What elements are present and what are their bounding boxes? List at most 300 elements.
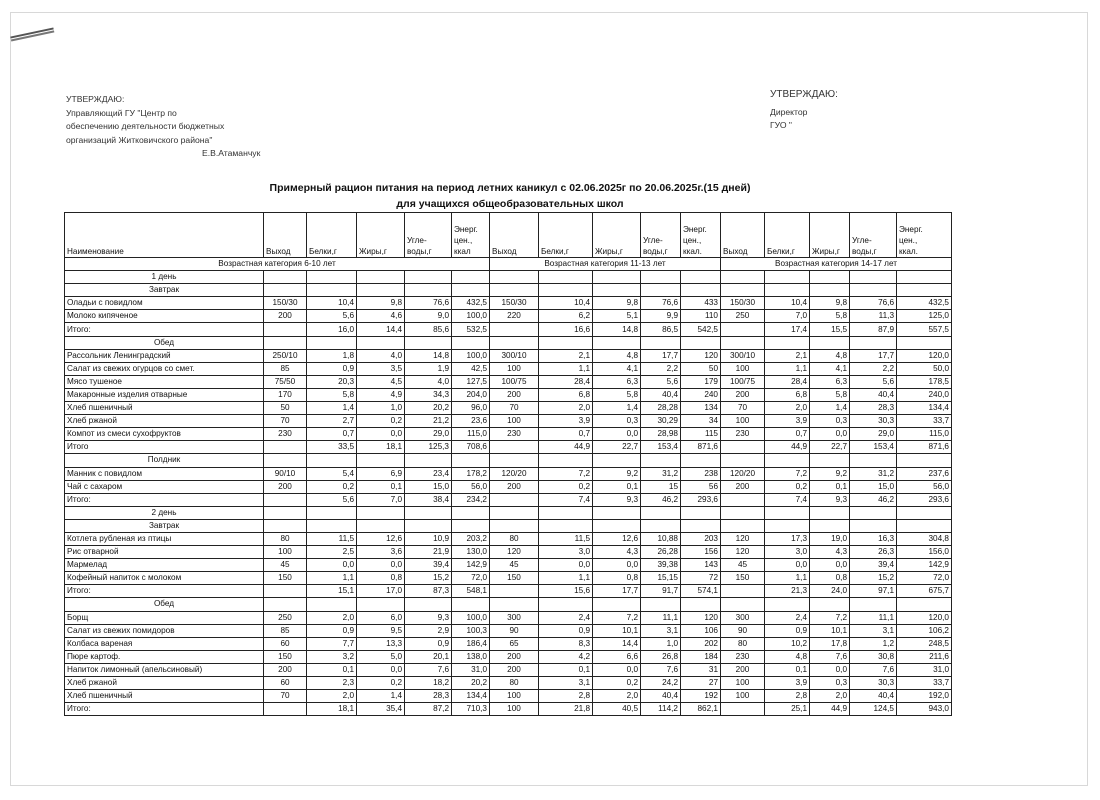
energy-value: 234,2 bbox=[452, 493, 490, 506]
energy-value: 110 bbox=[681, 310, 721, 323]
output-value: 90/10 bbox=[264, 467, 307, 480]
fat-value: 9,8 bbox=[357, 297, 405, 310]
title-line: Примерный рацион питания на период летних каникул с 02.06.2025г по 20.06.2025г.(15 дней) bbox=[269, 182, 751, 194]
empty-cell bbox=[810, 454, 850, 467]
energy-value: 532,5 bbox=[452, 323, 490, 336]
empty-cell bbox=[452, 506, 490, 519]
empty-cell bbox=[897, 284, 952, 297]
carbs-value: 1,2 bbox=[850, 637, 897, 650]
dish-name: Котлета рубленая из птицы bbox=[65, 532, 264, 545]
fat-value: 5,8 bbox=[810, 388, 850, 401]
carbs-value: 97,1 bbox=[850, 585, 897, 598]
output-value bbox=[721, 493, 765, 506]
fat-value: 12,6 bbox=[357, 532, 405, 545]
protein-value: 5,4 bbox=[307, 467, 357, 480]
total-label: Итого: bbox=[65, 585, 264, 598]
fat-value: 22,7 bbox=[593, 441, 641, 454]
fat-value: 4,0 bbox=[357, 349, 405, 362]
carbs-value: 30,3 bbox=[850, 415, 897, 428]
carbs-value: 15,0 bbox=[850, 480, 897, 493]
dish-row bbox=[65, 415, 952, 428]
empty-cell bbox=[593, 284, 641, 297]
protein-value: 8,3 bbox=[539, 637, 593, 650]
output-value: 150/30 bbox=[490, 297, 539, 310]
output-value bbox=[721, 441, 765, 454]
carbs-value: 5,6 bbox=[850, 375, 897, 388]
carbs-value: 87,2 bbox=[405, 703, 452, 716]
output-value: 85 bbox=[264, 362, 307, 375]
protein-value: 0,0 bbox=[539, 559, 593, 572]
section-label: Полдник bbox=[65, 454, 264, 467]
energy-value: 34 bbox=[681, 415, 721, 428]
dish-name: Манник с повидлом bbox=[65, 467, 264, 480]
protein-value: 0,1 bbox=[307, 663, 357, 676]
output-value: 250 bbox=[264, 611, 307, 624]
carbs-value: 40,4 bbox=[850, 690, 897, 703]
carbs-value: 15,2 bbox=[850, 572, 897, 585]
energy-value: 432,5 bbox=[897, 297, 952, 310]
output-value: 45 bbox=[490, 559, 539, 572]
empty-cell bbox=[593, 336, 641, 349]
carbs-value: 29,0 bbox=[405, 428, 452, 441]
carbs-value: 17,7 bbox=[641, 349, 681, 362]
empty-cell bbox=[539, 454, 593, 467]
carbs-value: 0,9 bbox=[405, 637, 452, 650]
protein-value: 5,6 bbox=[307, 493, 357, 506]
carbs-value: 39,4 bbox=[405, 559, 452, 572]
energy-value: 120,0 bbox=[897, 611, 952, 624]
dish-name: Напиток лимонный (апельсиновый) bbox=[65, 663, 264, 676]
energy-value: 710,3 bbox=[452, 703, 490, 716]
carbs-value: 7,6 bbox=[641, 663, 681, 676]
output-value: 70 bbox=[490, 402, 539, 415]
fat-value: 10,1 bbox=[810, 624, 850, 637]
empty-cell bbox=[490, 598, 539, 611]
energy-value: 237,6 bbox=[897, 467, 952, 480]
total-label: Итого: bbox=[65, 703, 264, 716]
protein-value: 10,4 bbox=[539, 297, 593, 310]
carbs-value: 3,1 bbox=[850, 624, 897, 637]
col-header-energy: Энерг. цен., ккал. bbox=[681, 213, 721, 258]
dish-row bbox=[65, 637, 952, 650]
empty-cell bbox=[307, 454, 357, 467]
output-value bbox=[264, 585, 307, 598]
protein-value: 21,8 bbox=[539, 703, 593, 716]
dish-row bbox=[65, 467, 952, 480]
fat-value: 35,4 bbox=[357, 703, 405, 716]
protein-value: 16,6 bbox=[539, 323, 593, 336]
empty-cell bbox=[721, 519, 765, 532]
energy-value: 23,6 bbox=[452, 415, 490, 428]
fat-value: 0,3 bbox=[593, 415, 641, 428]
empty-cell bbox=[357, 519, 405, 532]
carbs-value: 17,7 bbox=[850, 349, 897, 362]
empty-cell bbox=[641, 336, 681, 349]
carbs-value: 9,3 bbox=[405, 611, 452, 624]
fat-value: 0,8 bbox=[357, 572, 405, 585]
dish-row bbox=[65, 310, 952, 323]
carbs-value: 85,6 bbox=[405, 323, 452, 336]
energy-value: 100,0 bbox=[452, 349, 490, 362]
protein-value: 3,9 bbox=[539, 415, 593, 428]
approval-line: ГУО " bbox=[770, 120, 792, 130]
empty-cell bbox=[307, 598, 357, 611]
dish-row bbox=[65, 349, 952, 362]
energy-value: 179 bbox=[681, 375, 721, 388]
empty-cell bbox=[850, 284, 897, 297]
output-value: 300/10 bbox=[490, 349, 539, 362]
fat-value: 0,8 bbox=[810, 572, 850, 585]
output-value: 250 bbox=[721, 310, 765, 323]
carbs-value: 31,2 bbox=[850, 467, 897, 480]
empty-cell bbox=[897, 454, 952, 467]
energy-value: 871,6 bbox=[897, 441, 952, 454]
empty-cell bbox=[810, 271, 850, 284]
carbs-value: 26,28 bbox=[641, 546, 681, 559]
protein-value: 25,1 bbox=[765, 703, 810, 716]
output-value bbox=[490, 493, 539, 506]
empty-cell bbox=[357, 271, 405, 284]
output-value: 250/10 bbox=[264, 349, 307, 362]
protein-value: 1,4 bbox=[307, 402, 357, 415]
output-value: 200 bbox=[264, 480, 307, 493]
empty-cell bbox=[405, 336, 452, 349]
carbs-value: 14,8 bbox=[405, 349, 452, 362]
col-header-energy: Энерг. цен., ккал. bbox=[897, 213, 952, 258]
dish-name: Мармелад bbox=[65, 559, 264, 572]
protein-value: 21,3 bbox=[765, 585, 810, 598]
output-value: 100 bbox=[490, 362, 539, 375]
carbs-value: 7,6 bbox=[850, 663, 897, 676]
fat-value: 0,0 bbox=[810, 559, 850, 572]
output-value: 100/75 bbox=[721, 375, 765, 388]
output-value: 230 bbox=[721, 428, 765, 441]
total-row bbox=[65, 323, 952, 336]
output-value: 45 bbox=[721, 559, 765, 572]
energy-value: 72,0 bbox=[452, 572, 490, 585]
empty-cell bbox=[850, 336, 897, 349]
empty-cell bbox=[765, 336, 810, 349]
output-value: 200 bbox=[490, 388, 539, 401]
dish-row bbox=[65, 611, 952, 624]
empty-cell bbox=[452, 454, 490, 467]
total-row bbox=[65, 441, 952, 454]
output-value: 200 bbox=[490, 663, 539, 676]
empty-cell bbox=[765, 271, 810, 284]
carbs-value: 153,4 bbox=[641, 441, 681, 454]
output-value: 300 bbox=[721, 611, 765, 624]
carbs-value: 2,2 bbox=[850, 362, 897, 375]
empty-cell bbox=[264, 271, 307, 284]
empty-cell bbox=[264, 284, 307, 297]
output-value: 100 bbox=[721, 415, 765, 428]
output-value: 150/30 bbox=[721, 297, 765, 310]
fat-value: 0,0 bbox=[357, 663, 405, 676]
output-value: 85 bbox=[264, 624, 307, 637]
output-value: 70 bbox=[721, 402, 765, 415]
empty-cell bbox=[681, 271, 721, 284]
protein-value: 6,2 bbox=[539, 310, 593, 323]
fat-value: 0,0 bbox=[810, 663, 850, 676]
output-value: 120 bbox=[721, 546, 765, 559]
protein-value: 44,9 bbox=[765, 441, 810, 454]
protein-value: 7,4 bbox=[765, 493, 810, 506]
empty-cell bbox=[897, 336, 952, 349]
fat-value: 22,7 bbox=[810, 441, 850, 454]
carbs-value: 76,6 bbox=[405, 297, 452, 310]
dish-name: Салат из свежих помидоров bbox=[65, 624, 264, 637]
fat-value: 3,5 bbox=[357, 362, 405, 375]
empty-cell bbox=[681, 519, 721, 532]
protein-value: 3,0 bbox=[765, 546, 810, 559]
fat-value: 0,0 bbox=[593, 428, 641, 441]
carbs-value: 40,4 bbox=[850, 388, 897, 401]
approval-line: организаций Житковичского района" bbox=[66, 134, 213, 145]
fat-value: 4,3 bbox=[810, 546, 850, 559]
carbs-value: 24,2 bbox=[641, 677, 681, 690]
carbs-value: 46,2 bbox=[641, 493, 681, 506]
empty-cell bbox=[593, 506, 641, 519]
carbs-value: 9,0 bbox=[405, 310, 452, 323]
output-value: 170 bbox=[264, 388, 307, 401]
energy-value: 115,0 bbox=[452, 428, 490, 441]
carbs-value: 87,9 bbox=[850, 323, 897, 336]
carbs-value: 91,7 bbox=[641, 585, 681, 598]
empty-cell bbox=[850, 271, 897, 284]
protein-value: 0,7 bbox=[539, 428, 593, 441]
energy-value: 56,0 bbox=[897, 480, 952, 493]
fat-value: 19,0 bbox=[810, 532, 850, 545]
fat-value: 14,4 bbox=[357, 323, 405, 336]
energy-value: 862,1 bbox=[681, 703, 721, 716]
fat-value: 0,0 bbox=[810, 428, 850, 441]
carbs-value: 124,5 bbox=[850, 703, 897, 716]
protein-value: 1,1 bbox=[307, 572, 357, 585]
output-value: 80 bbox=[721, 637, 765, 650]
protein-value: 2,5 bbox=[307, 546, 357, 559]
output-value: 100 bbox=[721, 690, 765, 703]
empty-cell bbox=[539, 506, 593, 519]
empty-cell bbox=[307, 284, 357, 297]
protein-value: 15,1 bbox=[307, 585, 357, 598]
energy-value: 142,9 bbox=[452, 559, 490, 572]
empty-cell bbox=[490, 336, 539, 349]
dish-name: Борщ bbox=[65, 611, 264, 624]
empty-cell bbox=[721, 598, 765, 611]
protein-value: 2,4 bbox=[539, 611, 593, 624]
dish-row bbox=[65, 559, 952, 572]
energy-value: 156,0 bbox=[897, 546, 952, 559]
fat-value: 14,8 bbox=[593, 323, 641, 336]
empty-cell bbox=[405, 519, 452, 532]
energy-value: 72,0 bbox=[897, 572, 952, 585]
protein-value: 1,1 bbox=[539, 572, 593, 585]
col-header-fat: Жиры,г bbox=[357, 213, 405, 258]
energy-value: 432,5 bbox=[452, 297, 490, 310]
carbs-value: 15,2 bbox=[405, 572, 452, 585]
dish-name: Колбаса вареная bbox=[65, 637, 264, 650]
output-value: 300/10 bbox=[721, 349, 765, 362]
energy-value: 33,7 bbox=[897, 677, 952, 690]
fat-value: 0,0 bbox=[357, 559, 405, 572]
dish-name: Хлеб ржаной bbox=[65, 415, 264, 428]
energy-value: 100,0 bbox=[452, 310, 490, 323]
empty-cell bbox=[593, 519, 641, 532]
empty-cell bbox=[810, 519, 850, 532]
protein-value: 0,9 bbox=[307, 624, 357, 637]
empty-cell bbox=[405, 598, 452, 611]
protein-value: 11,5 bbox=[539, 532, 593, 545]
energy-value: 115,0 bbox=[897, 428, 952, 441]
fat-value: 6,0 bbox=[357, 611, 405, 624]
output-value: 200 bbox=[721, 663, 765, 676]
age-category-row bbox=[65, 258, 952, 271]
carbs-value: 15,15 bbox=[641, 572, 681, 585]
energy-value: 31 bbox=[681, 663, 721, 676]
dish-name: Мясо тушеное bbox=[65, 375, 264, 388]
fat-value: 7,2 bbox=[593, 611, 641, 624]
col-header-energy: Энерг. цен., ккал bbox=[452, 213, 490, 258]
empty-cell bbox=[307, 506, 357, 519]
total-label: Итого: bbox=[65, 323, 264, 336]
fat-value: 0,2 bbox=[357, 415, 405, 428]
protein-value: 1,1 bbox=[765, 572, 810, 585]
carbs-value: 7,6 bbox=[405, 663, 452, 676]
age-category-cell: Возрастная категория 6-10 лет bbox=[65, 258, 490, 271]
protein-value: 2,0 bbox=[307, 690, 357, 703]
section-label: 2 день bbox=[65, 506, 264, 519]
carbs-value: 11,3 bbox=[850, 310, 897, 323]
carbs-value: 9,9 bbox=[641, 310, 681, 323]
energy-value: 238 bbox=[681, 467, 721, 480]
energy-value: 574,1 bbox=[681, 585, 721, 598]
fat-value: 0,8 bbox=[593, 572, 641, 585]
carbs-value: 125,3 bbox=[405, 441, 452, 454]
output-value bbox=[264, 703, 307, 716]
empty-cell bbox=[539, 271, 593, 284]
carbs-value: 39,38 bbox=[641, 559, 681, 572]
empty-cell bbox=[357, 598, 405, 611]
energy-value: 293,6 bbox=[681, 493, 721, 506]
protein-value: 3,2 bbox=[307, 650, 357, 663]
carbs-value: 40,4 bbox=[641, 388, 681, 401]
carbs-value: 4,0 bbox=[405, 375, 452, 388]
carbs-value: 30,29 bbox=[641, 415, 681, 428]
protein-value: 0,9 bbox=[307, 362, 357, 375]
protein-value: 7,7 bbox=[307, 637, 357, 650]
energy-value: 120,0 bbox=[897, 349, 952, 362]
protein-value: 4,8 bbox=[765, 650, 810, 663]
output-value: 200 bbox=[721, 388, 765, 401]
empty-cell bbox=[405, 506, 452, 519]
section-row bbox=[65, 336, 952, 349]
total-label: Итого bbox=[65, 441, 264, 454]
fat-value: 6,6 bbox=[593, 650, 641, 663]
empty-cell bbox=[490, 506, 539, 519]
output-value: 230 bbox=[264, 428, 307, 441]
output-value: 120 bbox=[721, 532, 765, 545]
output-value: 300 bbox=[490, 611, 539, 624]
protein-value: 2,7 bbox=[307, 415, 357, 428]
dish-name: Кофейный напиток с молоком bbox=[65, 572, 264, 585]
fat-value: 4,9 bbox=[357, 388, 405, 401]
fat-value: 17,8 bbox=[810, 637, 850, 650]
protein-value: 0,2 bbox=[765, 480, 810, 493]
empty-cell bbox=[539, 598, 593, 611]
carbs-value: 30,8 bbox=[850, 650, 897, 663]
dish-row bbox=[65, 532, 952, 545]
carbs-value: 21,2 bbox=[405, 415, 452, 428]
output-value: 220 bbox=[490, 310, 539, 323]
protein-value: 1,1 bbox=[765, 362, 810, 375]
protein-value: 33,5 bbox=[307, 441, 357, 454]
col-header-carbs: Угле- воды,г bbox=[850, 213, 897, 258]
energy-value: 72 bbox=[681, 572, 721, 585]
carbs-value: 153,4 bbox=[850, 441, 897, 454]
empty-cell bbox=[765, 454, 810, 467]
output-value: 200 bbox=[264, 310, 307, 323]
col-header-fat: Жиры,г bbox=[810, 213, 850, 258]
output-value: 100 bbox=[490, 703, 539, 716]
document-title bbox=[160, 180, 860, 212]
approval-signature: Е.В.Атаманчук bbox=[202, 148, 261, 158]
output-value: 120 bbox=[490, 546, 539, 559]
protein-value: 18,1 bbox=[307, 703, 357, 716]
fat-value: 12,6 bbox=[593, 532, 641, 545]
output-value: 100 bbox=[264, 546, 307, 559]
protein-value: 7,0 bbox=[765, 310, 810, 323]
menu-table bbox=[64, 212, 952, 716]
carbs-value: 31,2 bbox=[641, 467, 681, 480]
dish-row bbox=[65, 663, 952, 676]
carbs-value: 2,9 bbox=[405, 624, 452, 637]
energy-value: 134,4 bbox=[897, 402, 952, 415]
protein-value: 0,7 bbox=[307, 428, 357, 441]
empty-cell bbox=[452, 336, 490, 349]
empty-cell bbox=[490, 284, 539, 297]
carbs-value: 38,4 bbox=[405, 493, 452, 506]
approval-block-right bbox=[770, 88, 838, 133]
carbs-value: 23,4 bbox=[405, 467, 452, 480]
carbs-value: 1,9 bbox=[405, 362, 452, 375]
energy-value: 56 bbox=[681, 480, 721, 493]
energy-value: 943,0 bbox=[897, 703, 952, 716]
energy-value: 184 bbox=[681, 650, 721, 663]
empty-cell bbox=[307, 271, 357, 284]
dish-row bbox=[65, 624, 952, 637]
empty-cell bbox=[593, 598, 641, 611]
carbs-value: 87,3 bbox=[405, 585, 452, 598]
fat-value: 3,6 bbox=[357, 546, 405, 559]
carbs-value: 15,0 bbox=[405, 480, 452, 493]
dish-row bbox=[65, 362, 952, 375]
empty-cell bbox=[264, 506, 307, 519]
section-row bbox=[65, 271, 952, 284]
fat-value: 1,4 bbox=[810, 402, 850, 415]
output-value: 200 bbox=[490, 650, 539, 663]
dish-name: Чай с сахаром bbox=[65, 480, 264, 493]
energy-value: 142,9 bbox=[897, 559, 952, 572]
empty-cell bbox=[357, 284, 405, 297]
col-header-carbs: Угле- воды,г bbox=[641, 213, 681, 258]
col-header-protein: Белки,г bbox=[765, 213, 810, 258]
empty-cell bbox=[897, 598, 952, 611]
protein-value: 0,1 bbox=[539, 663, 593, 676]
energy-value: 675,7 bbox=[897, 585, 952, 598]
output-value bbox=[264, 441, 307, 454]
carbs-value: 39,4 bbox=[850, 559, 897, 572]
dish-name: Рис отварной bbox=[65, 546, 264, 559]
